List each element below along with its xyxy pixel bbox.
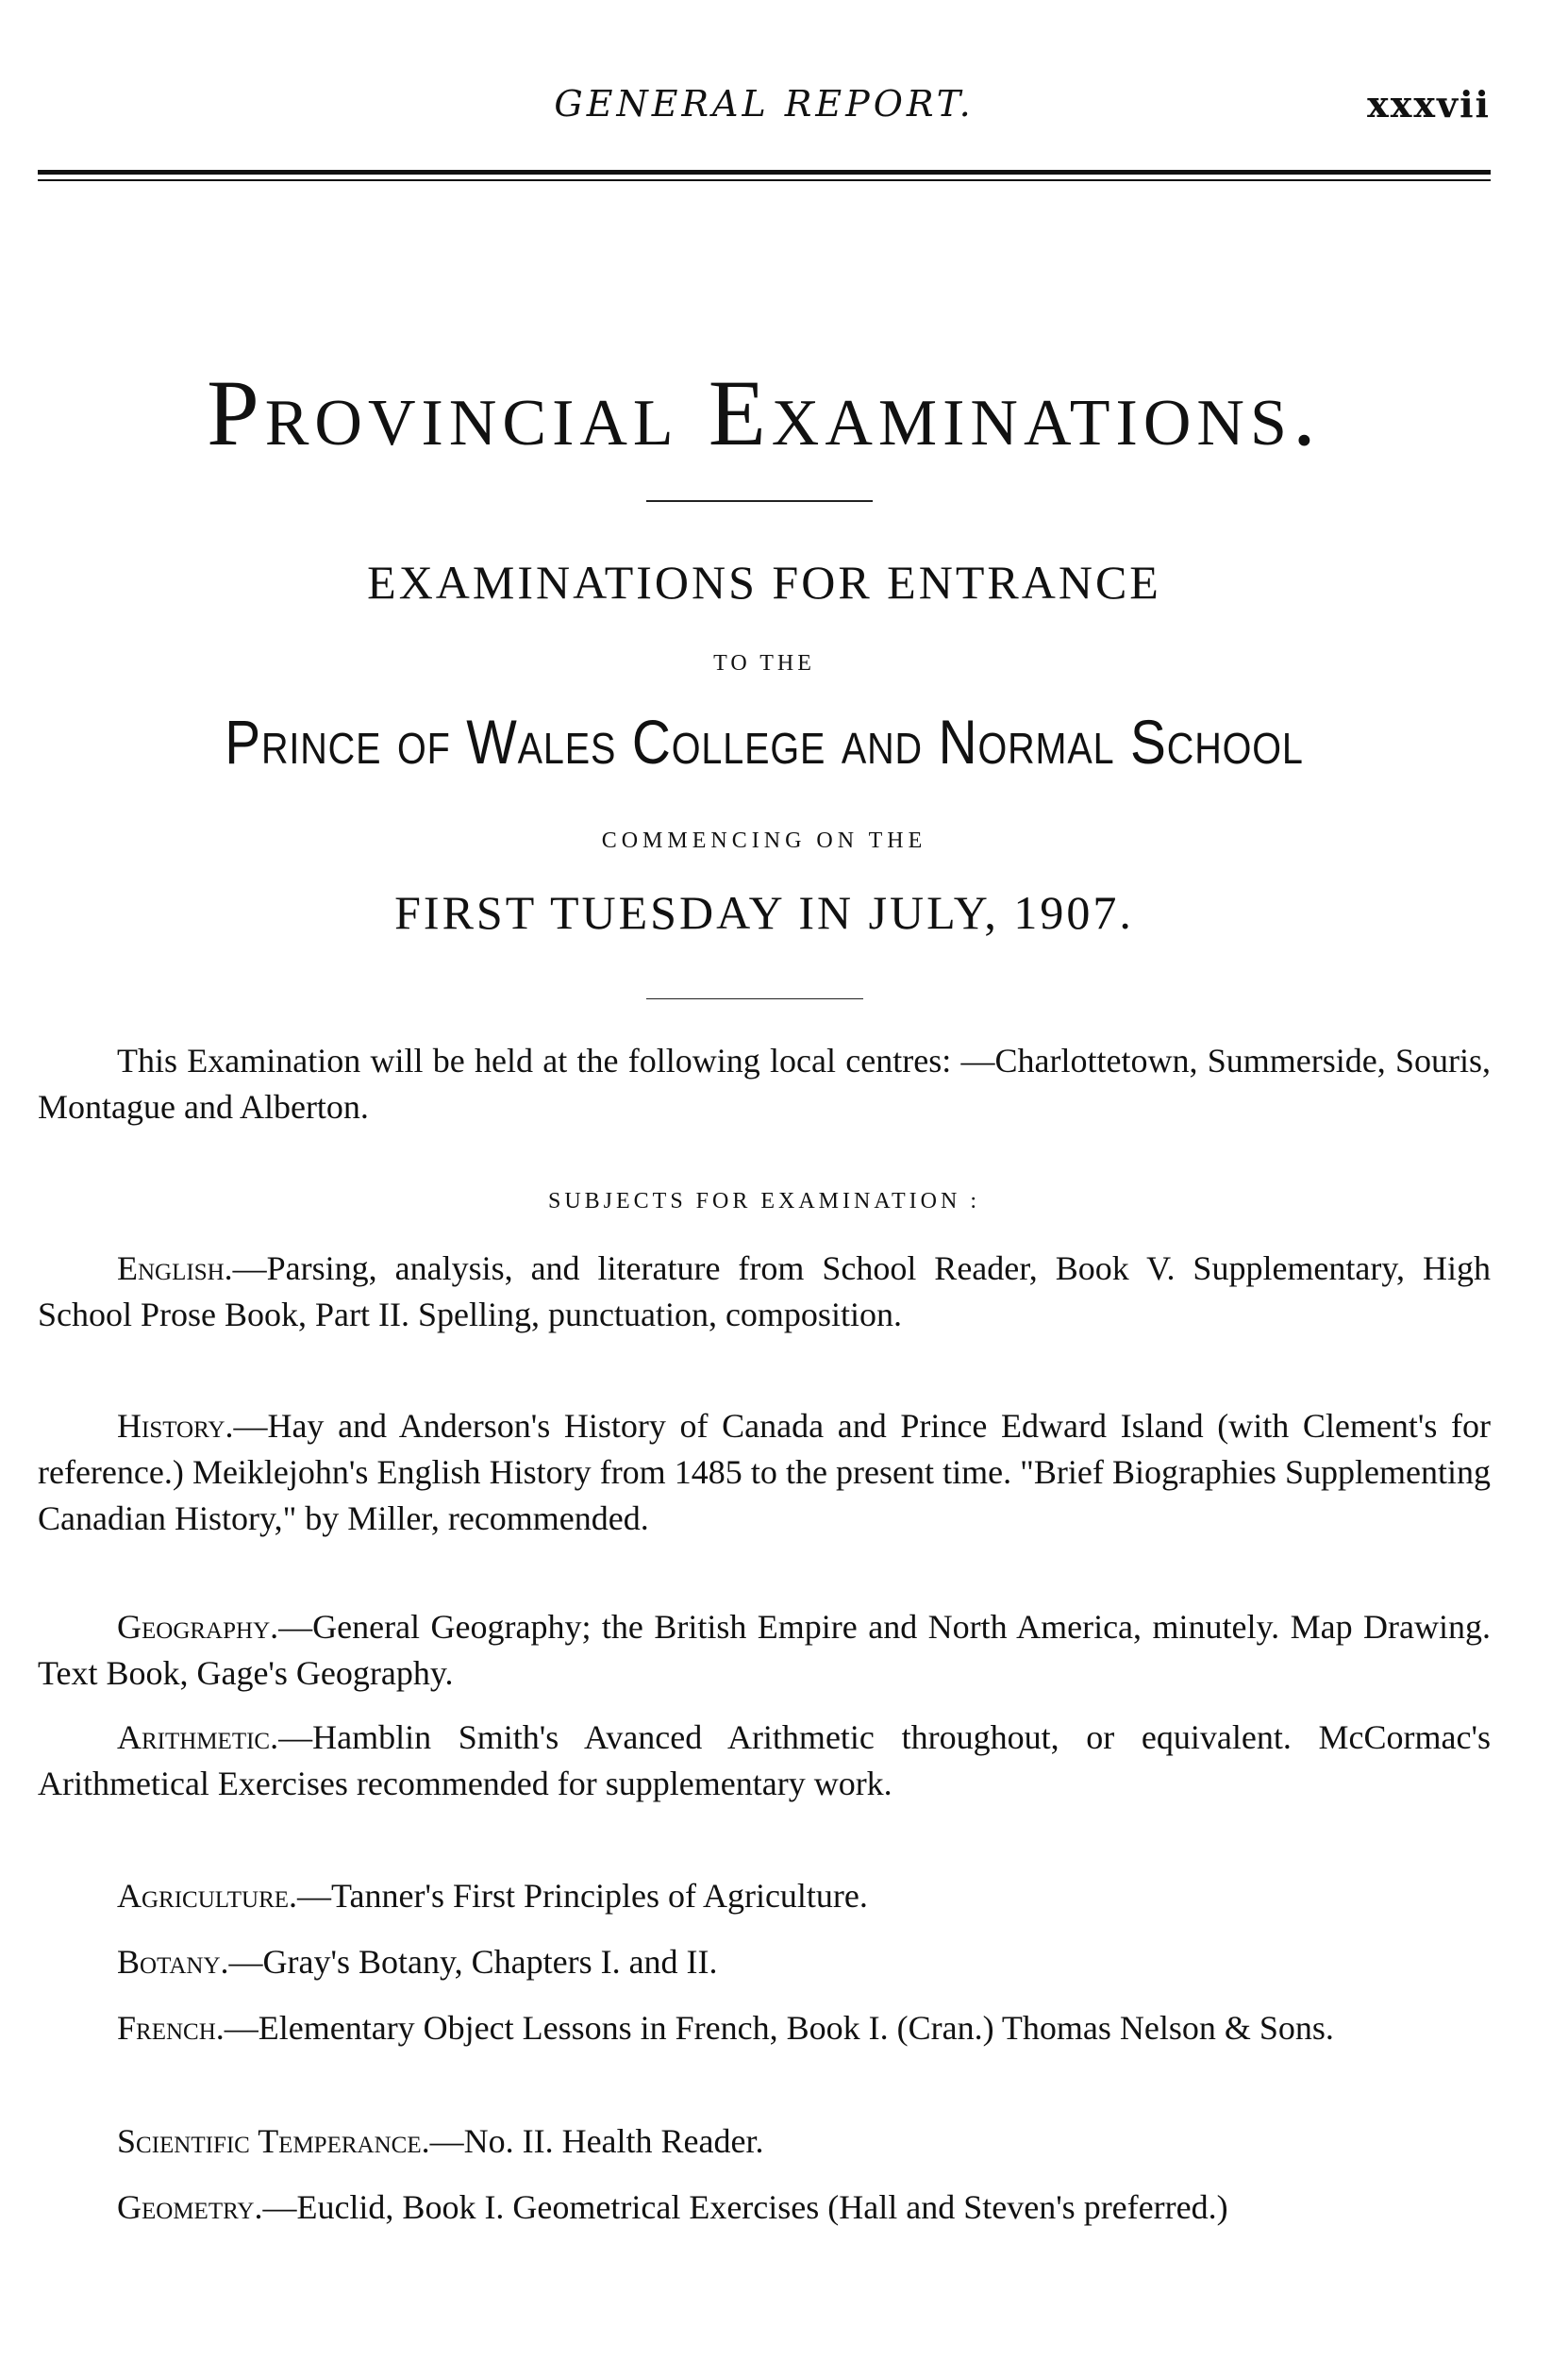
- college-name: Prince of Wales College and Normal School: [225, 707, 1304, 777]
- subject-text: —No. II. Health Reader.: [429, 2122, 764, 2160]
- subject-geography: [38, 1604, 1491, 1697]
- running-head: [38, 83, 1491, 140]
- subject-name: Arithmetic.: [117, 1718, 279, 1756]
- subject-name: English.: [117, 1249, 233, 1287]
- subject-text: —General Geography; the British Empire and North America, minutely. Map Drawing. Text Book, Gage's Geography.: [38, 1608, 1491, 1692]
- to-the-line: TO THE: [713, 651, 815, 676]
- running-head-title: GENERAL REPORT.: [554, 83, 975, 125]
- page-title: Provincial Examinations.: [207, 360, 1322, 465]
- subject-name: Geometry.: [117, 2188, 263, 2226]
- subject-english: [38, 1246, 1491, 1338]
- subject-agriculture: [38, 1873, 1491, 1919]
- subject-geometry: [38, 2184, 1491, 2231]
- subject-name: History.: [117, 1407, 234, 1445]
- subject-text: —Hamblin Smith's Avanced Arithmetic throughout, or equivalent. McCormac's Arithmetical Exercises recommended for supplementary work.: [38, 1718, 1491, 1802]
- subject-name: Geography.: [117, 1608, 279, 1646]
- exam-heading: EXAMINATIONS FOR ENTRANCE: [367, 556, 1161, 609]
- subject-french: [38, 2005, 1491, 2051]
- subject-history: [38, 1403, 1491, 1542]
- subject-text: —Gray's Botany, Chapters I. and II.: [228, 1943, 718, 1981]
- commencing-line: COMMENCING ON THE: [601, 829, 927, 853]
- subject-name: Scientific Temperance.: [117, 2122, 430, 2160]
- subject-text: —Elementary Object Lessons in French, Book I. (Cran.) Thomas Nelson & Sons.: [224, 2009, 1334, 2047]
- page-number: xxxvii: [1367, 83, 1491, 126]
- subject-text: —Hay and Anderson's History of Canada and Prince Edward Island (with Clement's for reference.) Meiklejohn's English History from 1485 to the present time. "Brief Biographies Supplementing Canadian History," by Miller, recommended.: [38, 1407, 1491, 1537]
- intro-paragraph: This Examination will be held at the following local centres: —Charlottetown, Summerside, Souris, Montague and Alberton.: [38, 1042, 1491, 1126]
- subject-text: —Tanner's First Principles of Agriculture.: [297, 1877, 868, 1915]
- subject-name: Botany.: [117, 1943, 229, 1981]
- subject-scientific-temperance: [38, 2118, 1491, 2165]
- subject-name: Agriculture.: [117, 1877, 298, 1915]
- subject-botany: [38, 1939, 1491, 1985]
- subject-text: —Parsing, analysis, and literature from School Reader, Book V. Supplementary, High School Prose Book, Part II. Spelling, punctuation, composition.: [38, 1249, 1491, 1333]
- header-double-rule: [38, 170, 1491, 181]
- subjects-heading: SUBJECTS FOR EXAMINATION :: [547, 1189, 981, 1213]
- title-divider: [646, 500, 873, 502]
- subject-text: —Euclid, Book I. Geometrical Exercises (Hall and Steven's preferred.): [262, 2188, 1228, 2226]
- subject-arithmetic: [38, 1715, 1491, 1807]
- subject-name: French.: [117, 2009, 225, 2047]
- date-line: FIRST TUESDAY IN JULY, 1907.: [394, 886, 1134, 939]
- date-divider: [646, 998, 863, 999]
